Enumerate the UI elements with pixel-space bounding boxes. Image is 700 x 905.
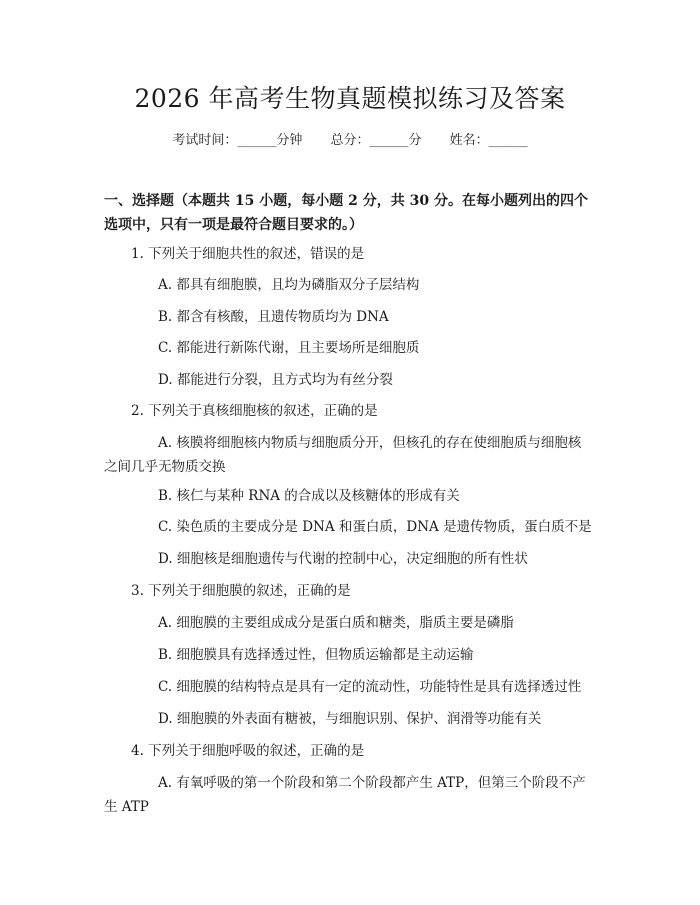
question-option: B. 核仁与某种 RNA 的合成以及核糖体的形成有关 (158, 488, 460, 504)
question-option: C. 都能进行新陈代谢，且主要场所是细胞质 (158, 340, 420, 356)
question-option: D. 细胞核是细胞遗传与代谢的控制中心，决定细胞的所有性状 (158, 551, 528, 567)
question-option: C. 细胞膜的结构特点是具有一定的流动性，功能特性是具有选择透过性 (158, 679, 582, 695)
question-option: A. 细胞膜的主要组成成分是蛋白质和糖类，脂质主要是磷脂 (158, 615, 514, 631)
page-title: 2026 年高考生物真题模拟练习及答案 (134, 84, 566, 113)
question-option: A. 有氧呼吸的第一个阶段和第二个阶段都产生 ATP，但第三个阶段不产生 ATP (104, 775, 586, 815)
exam-time-field: 考试时间：______分钟 (172, 133, 303, 148)
question-option: B. 都含有核酸，且遗传物质均为 DNA (158, 309, 389, 325)
section-heading: 一、选择题（本题共 15 小题，每小题 2 分，共 30 分。在每小题列出的四个选项中，只有一项是最符合题目要求的。） (104, 193, 588, 233)
question-stem: 2. 下列关于真核细胞核的叙述，正确的是 (131, 403, 378, 419)
question-option: C. 染色质的主要成分是 DNA 和蛋白质，DNA 是遗传物质，蛋白质不是 (158, 519, 592, 535)
total-score-field: 总分：______分 (330, 133, 422, 148)
question-stem: 3. 下列关于细胞膜的叙述，正确的是 (131, 583, 351, 599)
question-stem: 1. 下列关于细胞共性的叙述，错误的是 (131, 246, 365, 262)
question-stem: 4. 下列关于细胞呼吸的叙述，正确的是 (131, 743, 365, 759)
question-option: A. 都具有细胞膜，且均为磷脂双分子层结构 (158, 277, 420, 293)
question-option: B. 细胞膜具有选择透过性，但物质运输都是主动运输 (158, 647, 474, 663)
student-name-field: 姓名：______ (449, 133, 528, 148)
exam-meta (0, 131, 700, 151)
question-option: D. 细胞膜的外表面有糖被，与细胞识别、保护、润滑等功能有关 (158, 711, 542, 727)
question-option: A. 核膜将细胞核内物质与细胞质分开，但核孔的存在使细胞质与细胞核之间几乎无物质交换 (104, 435, 582, 475)
question-option: D. 都能进行分裂，且方式均为有丝分裂 (158, 372, 393, 388)
